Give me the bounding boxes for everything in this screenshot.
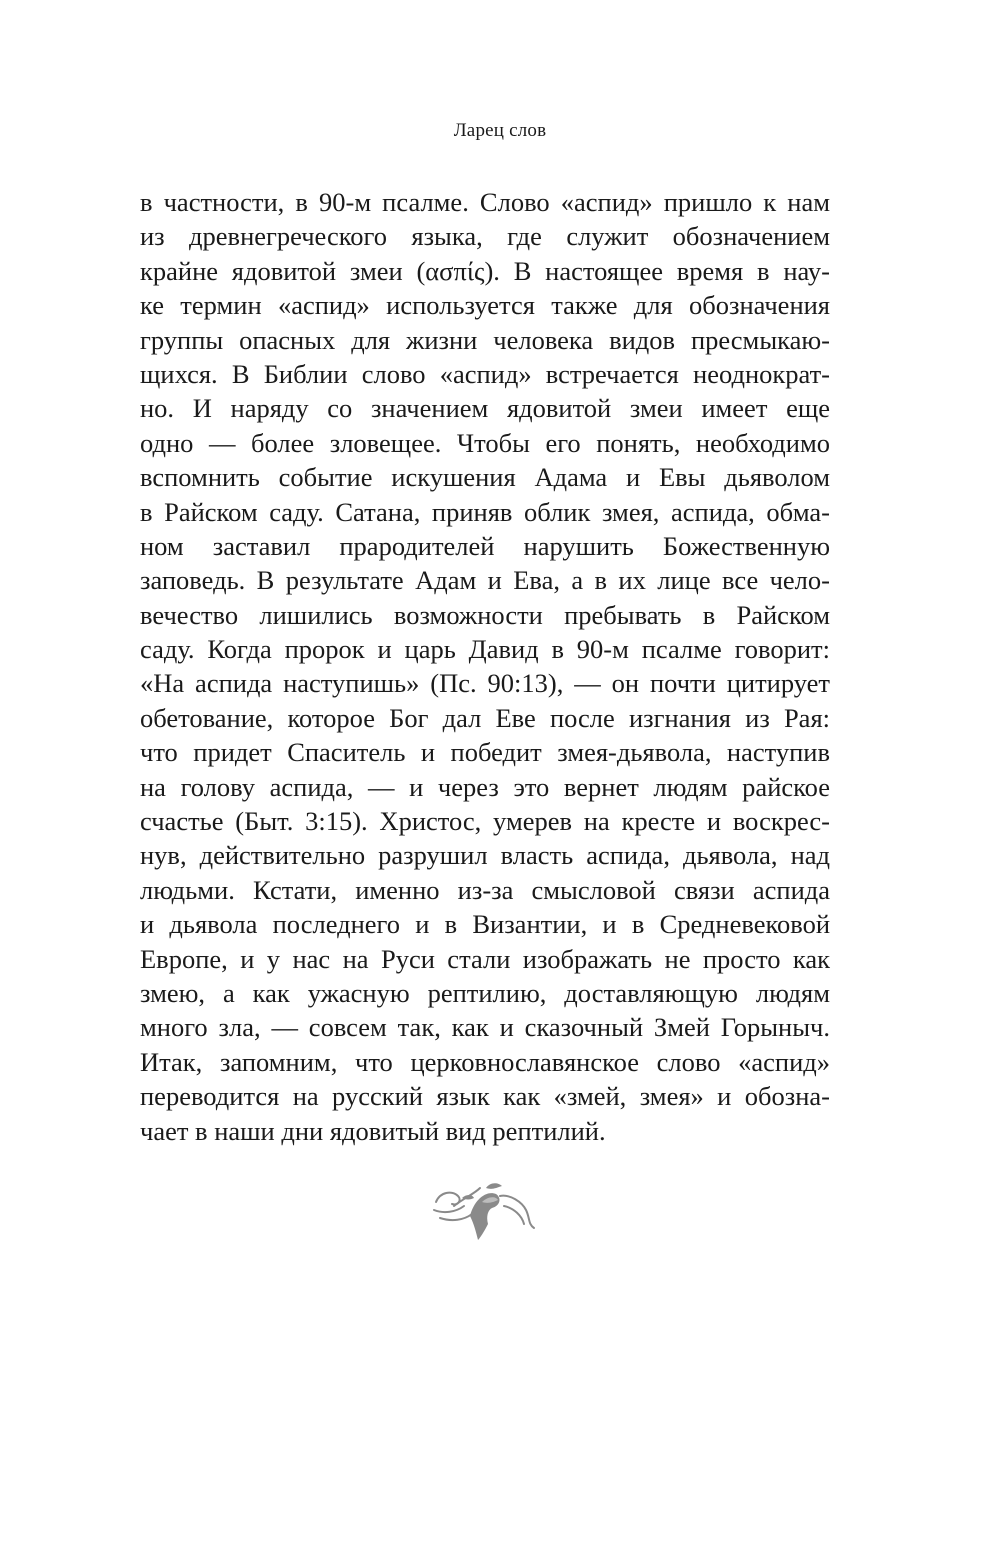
text-line: много зла, — совсем так, как и сказочный Змей Горыныч.	[140, 1012, 830, 1043]
text-line: счастье (Быт. 3:15). Христос, умерев на кресте и воскрес-	[140, 806, 830, 837]
text-line: из древнегреческого языка, где служит обозначением	[140, 221, 830, 252]
text-line: одно — более зловещее. Чтобы его понять, необходимо	[140, 427, 830, 458]
text-line: щихся. В Библии слово «аспид» встречается неоднократ-	[140, 358, 830, 389]
text-line: крайне ядовитой змеи (ασπίς). В настоящее время в нау-	[140, 255, 830, 286]
text-line: саду. Когда пророк и царь Давид в 90-м псалме говорит:	[140, 634, 830, 665]
text-line: Итак, запомним, что церковнославянское слово «аспид»	[140, 1046, 830, 1077]
text-line: ном заставил прародителей нарушить Божественную	[140, 530, 830, 561]
text-line: переводится на русский язык как «змей, змея» и обозна-	[140, 1081, 830, 1112]
text-line: вечество лишились возможности пребывать в Райском	[140, 599, 830, 630]
text-line: и дьявола последнего и в Византии, и в Средневековой	[140, 909, 830, 940]
text-line: ке термин «аспид» используется также для обозначения	[140, 290, 830, 321]
text-line: змею, а как ужасную рептилию, доставляющую людям	[140, 977, 830, 1008]
floral-vignette-icon	[430, 1180, 536, 1240]
text-line: группы опасных для жизни человека видов пресмыкаю-	[140, 324, 830, 355]
text-line: но. И наряду со значением ядовитой змеи имеет еще	[140, 393, 830, 424]
text-line: в частности, в 90-м псалме. Слово «аспид» пришло к нам	[140, 187, 830, 217]
text-line: обетование, которое Бог дал Еве после изгнания из Рая:	[140, 702, 830, 733]
text-line: заповедь. В результате Адам и Ева, а в их лице все чело-	[140, 565, 830, 596]
text-line: Европе, и у нас на Руси стали изображать не просто как	[140, 943, 830, 974]
text-line: нув, действительно разрушил власть аспида, дьявола, над	[140, 840, 830, 871]
text-line: на голову аспида, — и через это вернет людям райское	[140, 771, 830, 802]
text-line: «На аспида наступишь» (Пс. 90:13), — он почти цитирует	[140, 668, 830, 699]
body-text	[140, 185, 830, 1148]
text-line: что придет Спаситель и победит змея-дьявола, наступив	[140, 737, 830, 768]
text-line: людьми. Кстати, именно из-за смысловой связи аспида	[140, 874, 830, 905]
text-line: вспомнить событие искушения Адама и Евы дьяволом	[140, 462, 830, 493]
text-line: в Райском саду. Сатана, приняв облик змея, аспида, обма-	[140, 496, 830, 527]
running-header: Ларец слов	[453, 120, 547, 141]
text-line-last: чает в наши дни ядовитый вид рептилий.	[140, 1115, 606, 1146]
